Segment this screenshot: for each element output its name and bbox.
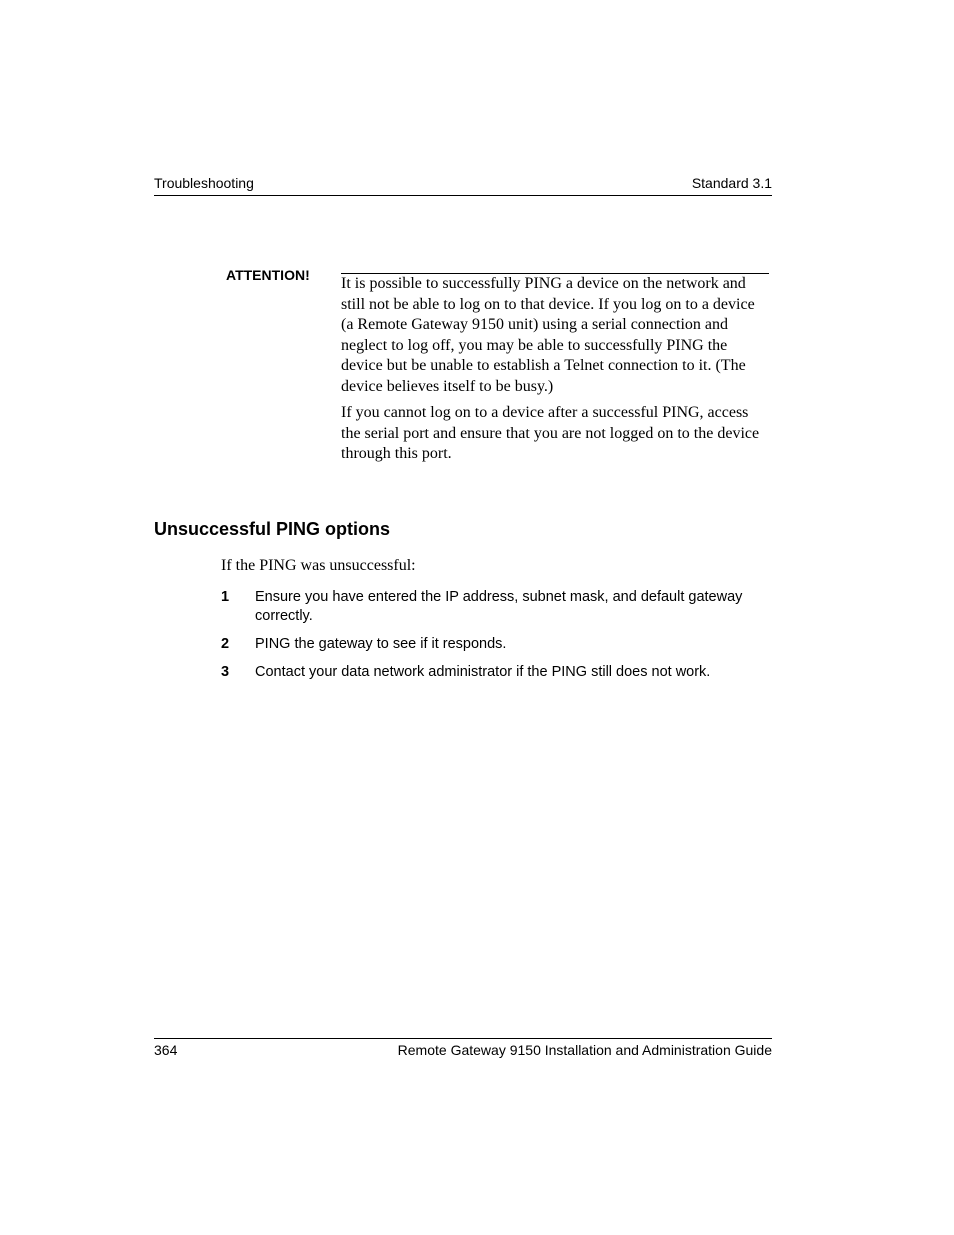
page-number: 364: [154, 1042, 178, 1058]
attention-label: ATTENTION!: [226, 267, 310, 283]
footer-document-title: Remote Gateway 9150 Installation and Administration Guide: [397, 1042, 772, 1058]
attention-paragraph: If you cannot log on to a device after a successful PING, access the serial port and ensure that you are not logged on to the device through this port.: [341, 404, 760, 462]
step-number: 1: [221, 589, 230, 605]
section-intro: If the PING was unsuccessful:: [221, 557, 416, 574]
section-heading: Unsuccessful PING options: [154, 519, 391, 539]
step-item: [221, 663, 771, 682]
step-text: PING the gateway to see if it responds.: [255, 636, 507, 652]
step-item: [221, 635, 771, 654]
header-section-title: Troubleshooting: [154, 175, 254, 191]
header-version: Standard 3.1: [691, 175, 772, 191]
running-header: [154, 175, 772, 196]
step-list: [221, 588, 771, 691]
step-number: 3: [221, 664, 230, 680]
attention-body: [341, 274, 771, 465]
step-number: 2: [221, 636, 230, 652]
step-text: Contact your data network administrator if the PING still does not work.: [255, 664, 711, 680]
step-item: [221, 588, 771, 626]
attention-paragraph: It is possible to successfully PING a device on the network and still not be able to log on to that device. If you log on to a device (a Remote Gateway 9150 unit) using a serial connection and neglect to log off, you may be able to successfully PING the device but be unable to establish a Telnet connection to it. (The device believes itself to be busy.): [341, 275, 755, 395]
step-text: Ensure you have entered the IP address, subnet mask, and default gateway correctly.: [255, 589, 743, 624]
running-footer: [154, 1038, 772, 1062]
